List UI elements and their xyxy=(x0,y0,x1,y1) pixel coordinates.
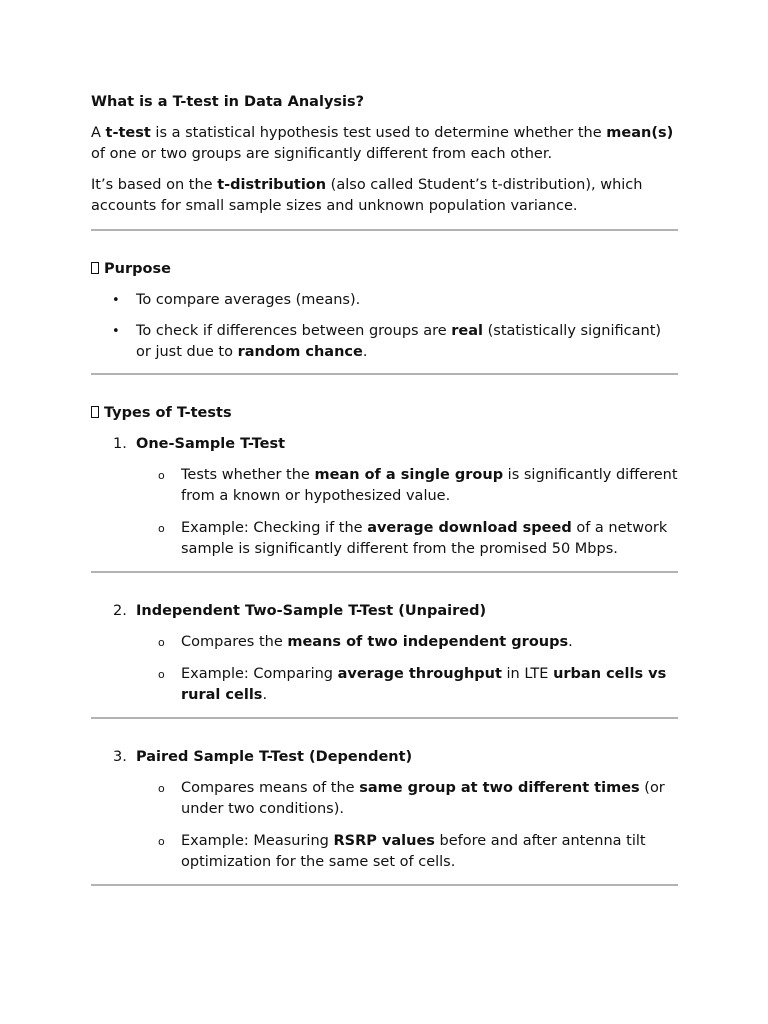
text-run: Tests whether the xyxy=(181,467,315,483)
purpose-list xyxy=(91,290,678,363)
list-number: 3. xyxy=(113,749,127,765)
list-item xyxy=(91,465,678,507)
list-item xyxy=(91,518,678,560)
text-run: (statistically significant) or just due to xyxy=(136,323,662,360)
text-run: Example: Measuring xyxy=(181,833,334,849)
missing-glyph-icon xyxy=(91,406,99,418)
list-item xyxy=(91,290,678,311)
text-run: is significantly different from a known or hypothesized value. xyxy=(181,467,678,504)
circle-bullet-icon: o xyxy=(158,469,165,482)
circle-bullet-icon: o xyxy=(158,835,165,848)
bold-term: means of two independent groups xyxy=(287,634,569,650)
divider xyxy=(91,229,678,231)
bold-term: average download speed xyxy=(367,520,572,536)
text-run: It’s based on the xyxy=(91,177,218,193)
intro-paragraph-2 xyxy=(91,175,678,217)
bold-term-means: mean(s) xyxy=(606,125,674,141)
type-3-list xyxy=(91,778,678,873)
text-run: (also called Student’s t-distribution), which accounts for small sample sizes and unknown population variance. xyxy=(91,177,643,214)
list-item-text: To compare averages (means). xyxy=(136,292,361,308)
type-1-heading xyxy=(91,434,678,455)
bold-term-real: real xyxy=(451,323,484,339)
type-2-list xyxy=(91,632,678,706)
list-item xyxy=(91,632,678,653)
text-run: in LTE xyxy=(501,666,554,682)
bold-term-t-test: t-test xyxy=(105,125,151,141)
text-run: of a network sample is significantly different from the promised 50 Mbps. xyxy=(181,520,668,557)
missing-glyph-icon xyxy=(91,262,99,274)
text-run: To check if differences between groups are xyxy=(136,323,452,339)
bold-term: urban cells vs rural cells xyxy=(181,666,667,703)
text-run: before and after antenna tilt optimization for the same set of cells. xyxy=(181,833,646,870)
list-item xyxy=(91,321,678,363)
type-1-list xyxy=(91,465,678,560)
text-run: Compares the xyxy=(181,634,288,650)
type-2-heading xyxy=(91,601,678,622)
text-run: . xyxy=(262,687,268,703)
bold-term: average throughput xyxy=(337,666,502,682)
circle-bullet-icon: o xyxy=(158,668,165,681)
list-number: 1. xyxy=(113,436,127,452)
circle-bullet-icon: o xyxy=(158,636,165,649)
purpose-heading xyxy=(91,259,678,279)
document-page xyxy=(91,92,678,886)
text-run: Compares means of the xyxy=(181,780,360,796)
list-item xyxy=(91,664,678,706)
type-3-name: Paired Sample T-Test (Dependent) xyxy=(136,749,413,765)
circle-bullet-icon: o xyxy=(158,522,165,535)
divider xyxy=(91,571,678,573)
bold-term-t-distribution: t-distribution xyxy=(217,177,327,193)
list-item xyxy=(91,831,678,873)
bold-term: same group at two different times xyxy=(359,780,640,796)
types-heading-label: Types of T-tests xyxy=(104,405,232,421)
purpose-heading-label: Purpose xyxy=(104,261,171,277)
bold-term-random-chance: random chance xyxy=(237,344,363,360)
bold-term: mean of a single group xyxy=(314,467,504,483)
list-number: 2. xyxy=(113,603,127,619)
type-1-name: One-Sample T-Test xyxy=(136,436,286,452)
bullet-icon: • xyxy=(112,293,120,308)
bullet-icon: • xyxy=(112,324,120,339)
text-run: Example: Comparing xyxy=(181,666,338,682)
text-run: . xyxy=(568,634,573,650)
text-run: is a statistical hypothesis test used to determine whether the xyxy=(150,125,607,141)
bold-term: RSRP values xyxy=(333,833,435,849)
page-title: What is a T-test in Data Analysis? xyxy=(91,94,365,110)
type-3-heading xyxy=(91,747,678,768)
divider xyxy=(91,373,678,375)
text-run: . xyxy=(362,344,368,360)
text-run: A xyxy=(91,125,106,141)
divider xyxy=(91,884,678,886)
divider xyxy=(91,717,678,719)
circle-bullet-icon: o xyxy=(158,782,165,795)
type-2-name: Independent Two-Sample T-Test (Unpaired) xyxy=(136,603,487,619)
list-item xyxy=(91,778,678,820)
text-run: Example: Checking if the xyxy=(181,520,368,536)
text-run: (or under two conditions). xyxy=(181,780,665,817)
intro-paragraph-1 xyxy=(91,123,678,165)
types-heading xyxy=(91,403,678,423)
text-run: of one or two groups are significantly different from each other. xyxy=(91,146,553,162)
